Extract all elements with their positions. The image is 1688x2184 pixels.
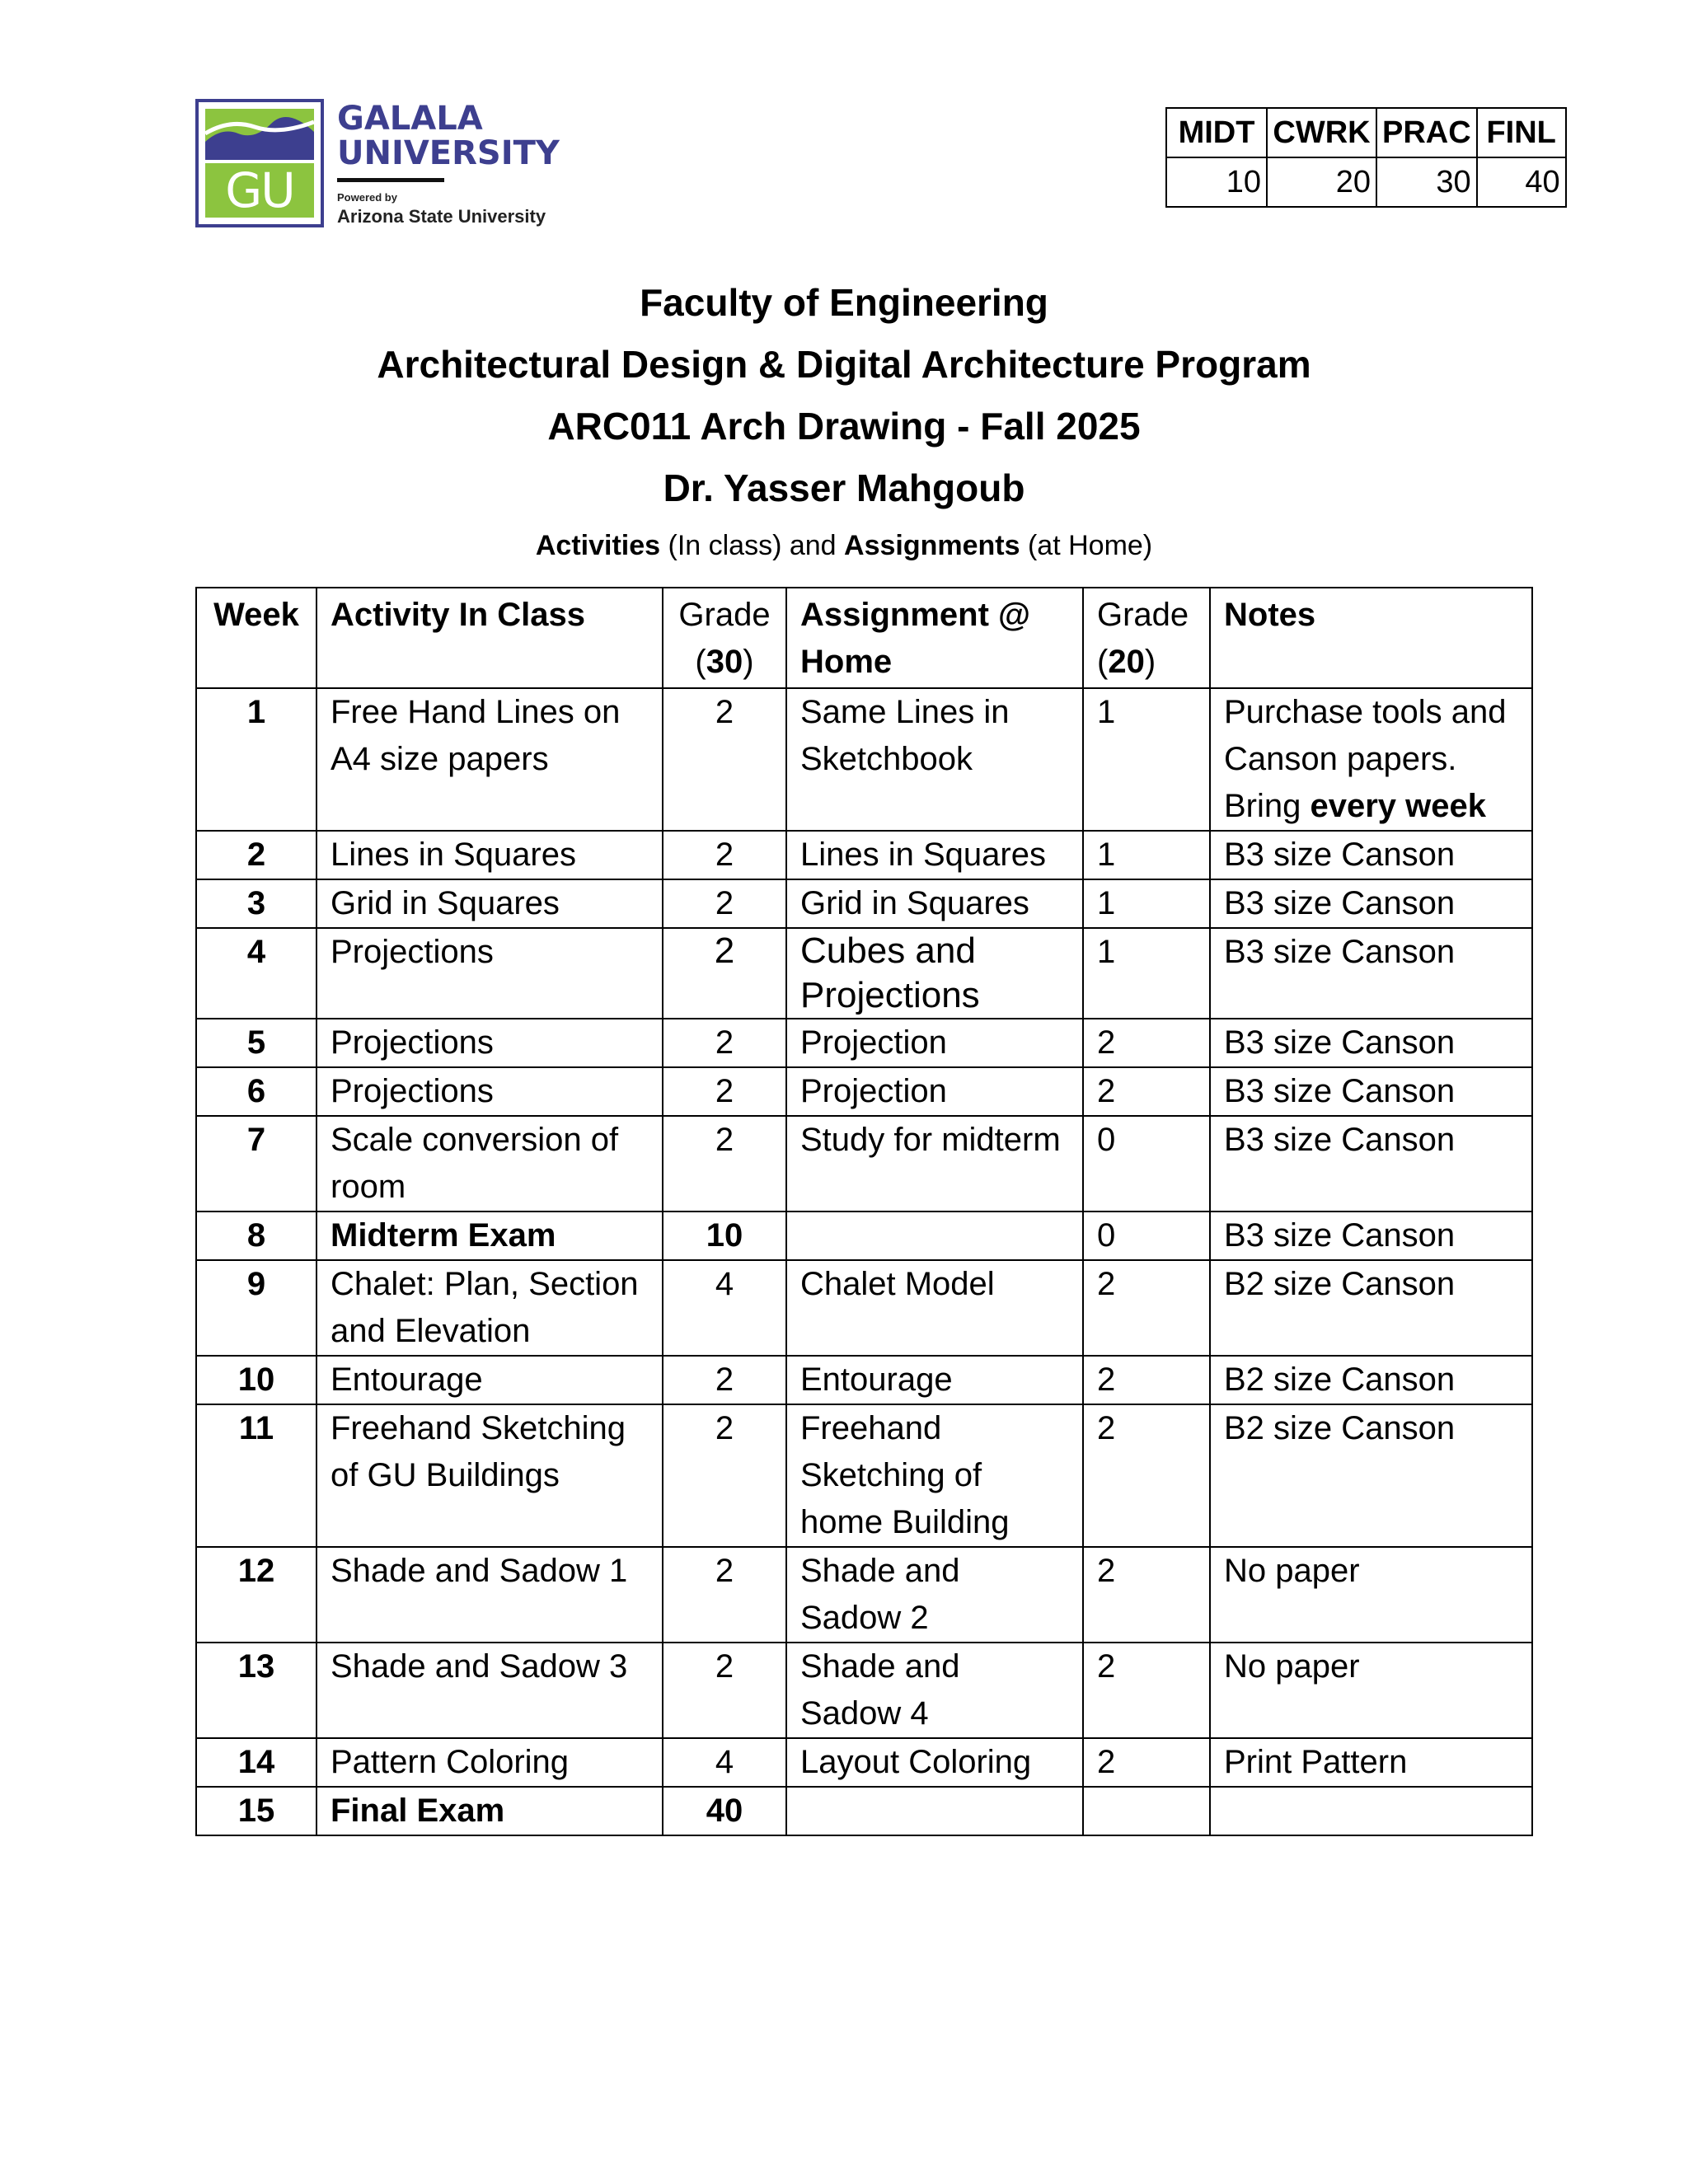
- logo-emblem: [195, 99, 324, 227]
- home-grade-cell: 1: [1083, 688, 1210, 831]
- notes-text: Purchase tools and Canson papers.: [1224, 694, 1507, 777]
- class-grade-cell: 2: [663, 1356, 786, 1404]
- assignment-cell: Lines in Squares: [786, 831, 1083, 879]
- activity-cell: Midterm Exam: [316, 1212, 663, 1260]
- activity-cell: Lines in Squares: [316, 831, 663, 879]
- activity-cell: Scale conversion of room: [316, 1116, 663, 1212]
- class-grade-cell: 4: [663, 1738, 786, 1787]
- assignment-cell: [786, 1212, 1083, 1260]
- class-grade-cell: 2: [663, 1547, 786, 1643]
- grade-weights-table: [1165, 107, 1567, 208]
- assignment-cell: Layout Coloring: [786, 1738, 1083, 1787]
- home-grade-cell: 2: [1083, 1404, 1210, 1547]
- weights-value-cell: 40: [1477, 157, 1566, 207]
- weights-header-cell: PRAC: [1376, 108, 1477, 157]
- week-cell: 5: [196, 1019, 316, 1067]
- notes-cell: B2 size Canson: [1210, 1356, 1532, 1404]
- notes-cell: No paper: [1210, 1547, 1532, 1643]
- notes-cell: B3 size Canson: [1210, 1116, 1532, 1212]
- logo-monogram: GU: [205, 163, 314, 218]
- home-grade-cell: 2: [1083, 1356, 1210, 1404]
- logo-name-line1: GALALA: [337, 100, 483, 138]
- header-grade-class-value: 30: [706, 644, 743, 680]
- notes-cell: No paper: [1210, 1643, 1532, 1738]
- activity-cell: Entourage: [316, 1356, 663, 1404]
- header-grade-home-label: Grade: [1097, 597, 1189, 633]
- weights-header-cell: FINL: [1477, 108, 1566, 157]
- table-row: [196, 1787, 1532, 1835]
- header-grade-class: [663, 588, 786, 688]
- class-grade-cell: 4: [663, 1260, 786, 1356]
- week-cell: 7: [196, 1116, 316, 1212]
- activity-cell: Projections: [316, 928, 663, 1019]
- weights-value-cell: 30: [1376, 157, 1477, 207]
- home-grade-cell: 2: [1083, 1643, 1210, 1738]
- home-grade-cell: 2: [1083, 1260, 1210, 1356]
- notes-cell: [1210, 1787, 1532, 1835]
- class-grade-cell: 2: [663, 1116, 786, 1212]
- notes-cell: B2 size Canson: [1210, 1260, 1532, 1356]
- class-grade-cell: 2: [663, 928, 786, 1019]
- logo-partner: Arizona State University: [337, 206, 546, 227]
- assignment-cell: [786, 1787, 1083, 1835]
- assignment-cell: Study for midterm: [786, 1116, 1083, 1212]
- class-grade-cell: 40: [663, 1787, 786, 1835]
- class-grade-cell: 2: [663, 879, 786, 928]
- weights-value-cell: 10: [1166, 157, 1267, 207]
- week-cell: 4: [196, 928, 316, 1019]
- assignment-cell: Shade and Sadow 4: [786, 1643, 1083, 1738]
- header-notes: Notes: [1210, 588, 1532, 688]
- activity-cell: Pattern Coloring: [316, 1738, 663, 1787]
- header-grade-home: [1083, 588, 1210, 688]
- assignment-cell: Entourage: [786, 1356, 1083, 1404]
- subtitle-activities: Activities: [535, 530, 661, 561]
- assignment-cell: Chalet Model: [786, 1260, 1083, 1356]
- table-row: [196, 1260, 1532, 1356]
- notes-cell: [1210, 688, 1532, 831]
- notes-cell: B2 size Canson: [1210, 1404, 1532, 1547]
- table-row: [196, 1643, 1532, 1738]
- notes-cell: B3 size Canson: [1210, 831, 1532, 879]
- week-cell: 13: [196, 1643, 316, 1738]
- week-cell: 11: [196, 1404, 316, 1547]
- activity-cell: Grid in Squares: [316, 879, 663, 928]
- activity-cell: Shade and Sadow 3: [316, 1643, 663, 1738]
- home-grade-cell: 2: [1083, 1067, 1210, 1116]
- table-row: [196, 831, 1532, 879]
- week-cell: 6: [196, 1067, 316, 1116]
- week-cell: 10: [196, 1356, 316, 1404]
- class-grade-cell: 2: [663, 1019, 786, 1067]
- table-row: [196, 1116, 1532, 1212]
- logo-divider: [337, 178, 444, 182]
- notes-cell: B3 size Canson: [1210, 1019, 1532, 1067]
- weights-header-cell: MIDT: [1166, 108, 1267, 157]
- activity-cell: Projections: [316, 1067, 663, 1116]
- header-grade-home-close: ): [1144, 644, 1156, 680]
- table-row: [196, 1356, 1532, 1404]
- week-cell: 9: [196, 1260, 316, 1356]
- assignment-cell: Projection: [786, 1067, 1083, 1116]
- home-grade-cell: [1083, 1787, 1210, 1835]
- class-grade-cell: 2: [663, 1067, 786, 1116]
- home-grade-cell: 0: [1083, 1116, 1210, 1212]
- home-grade-cell: 1: [1083, 879, 1210, 928]
- table-header-row: [196, 588, 1532, 688]
- home-grade-cell: 2: [1083, 1019, 1210, 1067]
- header-grade-class-open: (: [695, 644, 706, 680]
- activity-cell: Shade and Sadow 1: [316, 1547, 663, 1643]
- assignment-cell: Grid in Squares: [786, 879, 1083, 928]
- weights-header-row: [1166, 108, 1566, 157]
- week-cell: 3: [196, 879, 316, 928]
- header-grade-class-label: Grade: [678, 597, 771, 633]
- week-cell: 14: [196, 1738, 316, 1787]
- logo-powered-by: Powered by: [337, 191, 397, 204]
- assignment-cell: Cubes and Projections: [786, 928, 1083, 1019]
- table-row: [196, 928, 1532, 1019]
- home-grade-cell: 0: [1083, 1212, 1210, 1260]
- assignment-cell: Same Lines in Sketchbook: [786, 688, 1083, 831]
- week-cell: 2: [196, 831, 316, 879]
- subtitle-assignments: Assignments: [844, 530, 1020, 561]
- header-grade-home-value: 20: [1108, 644, 1145, 680]
- activity-cell: Final Exam: [316, 1787, 663, 1835]
- activity-cell: Chalet: Plan, Section and Elevation: [316, 1260, 663, 1356]
- course-title: ARC011 Arch Drawing - Fall 2025: [547, 405, 1141, 448]
- assignment-cell: Projection: [786, 1019, 1083, 1067]
- weights-header-cell: CWRK: [1267, 108, 1376, 157]
- assignment-cell: Shade and Sadow 2: [786, 1547, 1083, 1643]
- notes-cell: Print Pattern: [1210, 1738, 1532, 1787]
- notes-cell: B3 size Canson: [1210, 928, 1532, 1019]
- header-activity: Activity In Class: [316, 588, 663, 688]
- table-row: [196, 1067, 1532, 1116]
- week-cell: 8: [196, 1212, 316, 1260]
- table-row: [196, 1212, 1532, 1260]
- week-cell: 12: [196, 1547, 316, 1643]
- schedule-table: [195, 587, 1533, 1836]
- subtitle-assignments-note: (at Home): [1020, 530, 1153, 561]
- activity-cell: Free Hand Lines on A4 size papers: [316, 688, 663, 831]
- weights-value-cell: 20: [1267, 157, 1376, 207]
- weights-value-row: [1166, 157, 1566, 207]
- header-grade-class-close: ): [743, 644, 754, 680]
- faculty-title: Faculty of Engineering: [640, 281, 1048, 324]
- document-header: [0, 272, 1688, 570]
- table-row: [196, 1738, 1532, 1787]
- university-logo: [195, 99, 583, 231]
- table-row: [196, 688, 1532, 831]
- notes-extra-bold: every week: [1310, 788, 1487, 824]
- assignment-cell: Freehand Sketching of home Building: [786, 1404, 1083, 1547]
- class-grade-cell: 2: [663, 1643, 786, 1738]
- document-subtitle: [0, 521, 1688, 570]
- activity-cell: Projections: [316, 1019, 663, 1067]
- class-grade-cell: 2: [663, 688, 786, 831]
- notes-cell: B3 size Canson: [1210, 1212, 1532, 1260]
- home-grade-cell: 2: [1083, 1738, 1210, 1787]
- mountain-icon: [205, 109, 314, 160]
- class-grade-cell: 2: [663, 1404, 786, 1547]
- home-grade-cell: 2: [1083, 1547, 1210, 1643]
- program-title: Architectural Design & Digital Architecture Program: [377, 343, 1311, 386]
- table-row: [196, 879, 1532, 928]
- logo-name: [337, 102, 560, 170]
- logo-name-line2: UNIVERSITY: [337, 134, 560, 172]
- subtitle-activities-note: (In class) and: [660, 530, 845, 561]
- table-row: [196, 1404, 1532, 1547]
- header-grade-home-open: (: [1097, 644, 1109, 680]
- activity-cell: Freehand Sketching of GU Buildings: [316, 1404, 663, 1547]
- home-grade-cell: 1: [1083, 928, 1210, 1019]
- header-assignment: Assignment @ Home: [786, 588, 1083, 688]
- notes-extra: Bring: [1224, 788, 1311, 824]
- week-cell: 1: [196, 688, 316, 831]
- table-row: [196, 1019, 1532, 1067]
- table-row: [196, 1547, 1532, 1643]
- notes-cell: B3 size Canson: [1210, 879, 1532, 928]
- header-week: Week: [196, 588, 316, 688]
- class-grade-cell: 10: [663, 1212, 786, 1260]
- notes-cell: B3 size Canson: [1210, 1067, 1532, 1116]
- instructor-name: Dr. Yasser Mahgoub: [663, 466, 1025, 509]
- week-cell: 15: [196, 1787, 316, 1835]
- home-grade-cell: 1: [1083, 831, 1210, 879]
- class-grade-cell: 2: [663, 831, 786, 879]
